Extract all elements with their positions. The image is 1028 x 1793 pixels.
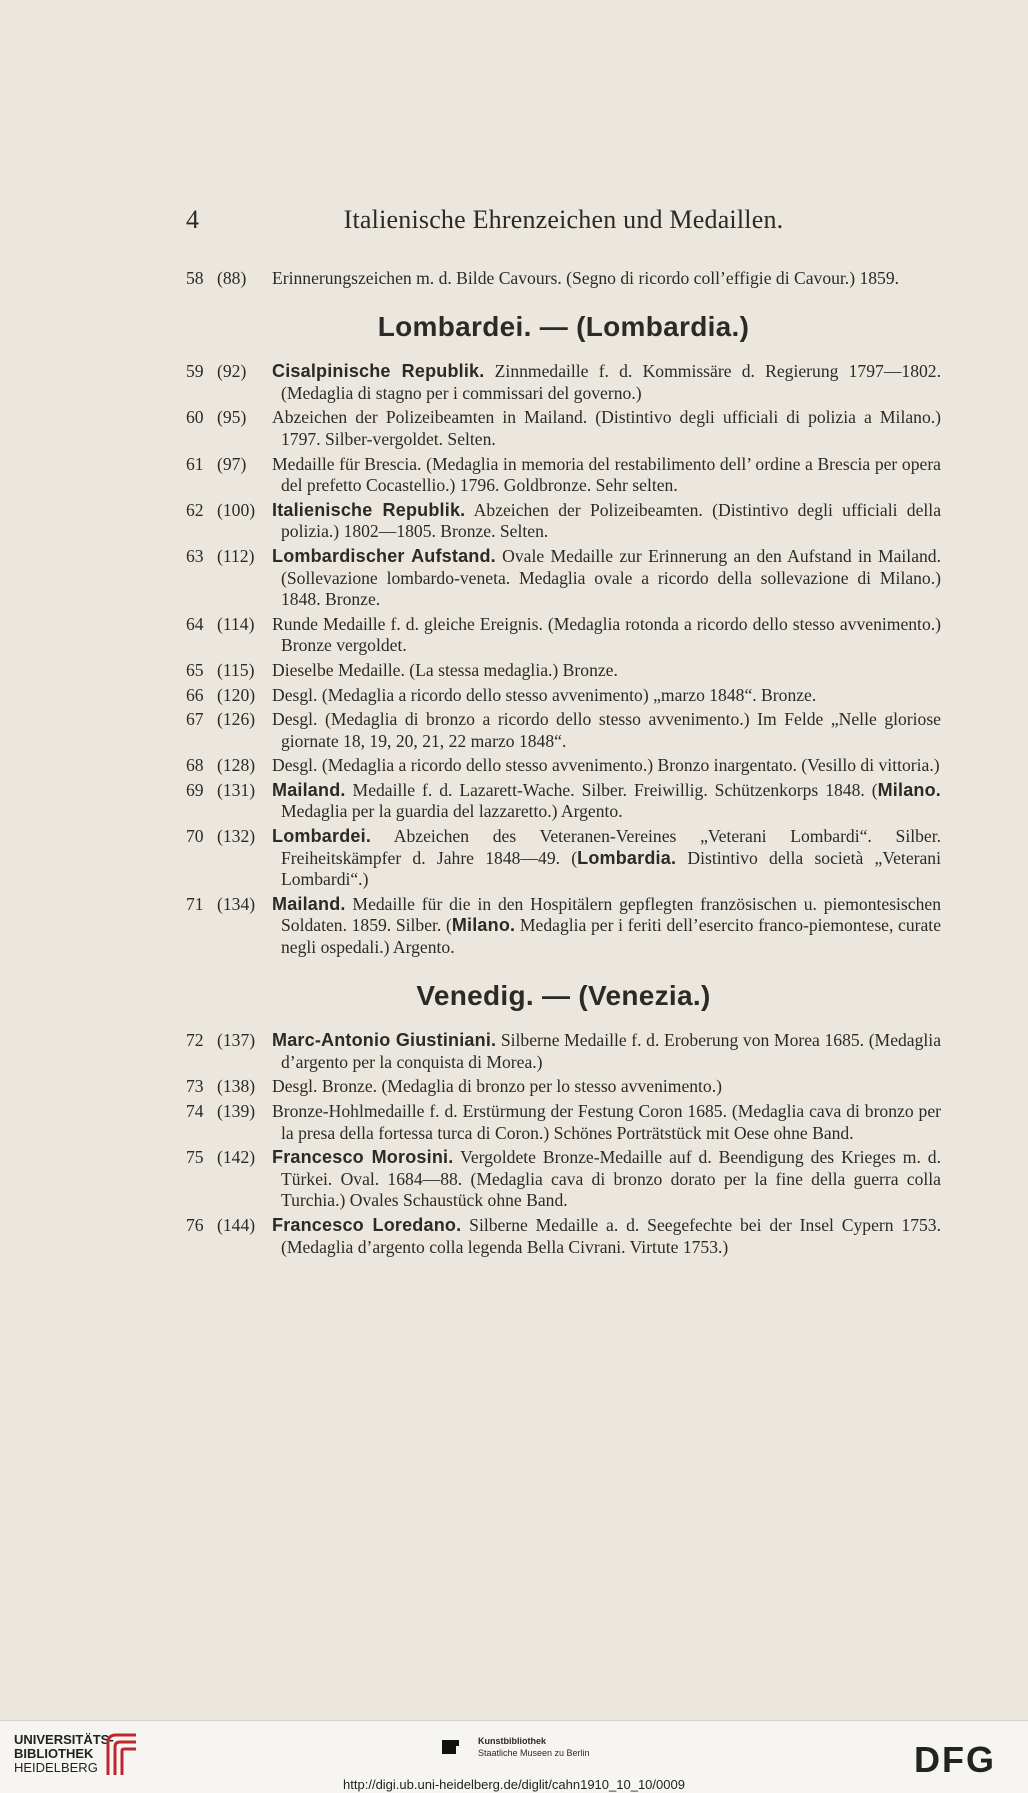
entry-number: 73: [186, 1076, 204, 1097]
ub-logo-line2: BIBLIOTHEK: [14, 1746, 94, 1761]
catalogue-entry: [186, 1030, 941, 1073]
entry-title: Milano.: [877, 779, 941, 800]
catalogue-entry: [186, 407, 941, 450]
entry-reference: (112): [217, 545, 255, 566]
entry-text: [272, 660, 941, 682]
entry-number: 70: [186, 826, 204, 847]
permalink-url[interactable]: http://digi.ub.uni-heidelberg.de/diglit/cahn1910_10_10/0009: [343, 1777, 685, 1792]
entry-reference: (128): [217, 755, 256, 776]
catalogue-entry: [186, 894, 941, 959]
catalogue-entry: [186, 268, 941, 290]
entry-title: Lombardei.: [272, 826, 372, 847]
entry-reference: (139): [217, 1101, 256, 1121]
entry-description: Vergoldete Bronze-Medaille auf d. Beendigung des Krieges m. d. Türkei. Oval. 1684—88. (Medaglia cava di bronzo dorato per la fine della guerra colla Turchia.) Ovales Schaustück ohne Band.: [281, 1147, 942, 1211]
entry-description: Distintivo della società „Veterani Lombardi“.): [281, 847, 941, 890]
entry-text: [272, 1101, 941, 1144]
kb-line2: Staatliche Museen zu Berlin: [478, 1748, 590, 1758]
entry-title: Mailand.: [272, 893, 346, 914]
catalogue-entry: [186, 826, 941, 891]
entry-title: Francesco Loredano.: [272, 1214, 462, 1235]
kb-line1: Kunstbibliothek: [478, 1736, 546, 1746]
entry-text: [272, 1147, 941, 1212]
catalogue-entry: [186, 546, 941, 611]
entry-description: Abzeichen des Veteranen-Vereines „Veterani Lombardi“. Silber. Freiheitskämpfer d. Jahre 1848—49. (: [281, 826, 941, 868]
entry-text: [272, 500, 941, 543]
entry-reference: (142): [217, 1147, 256, 1168]
catalogue-entry: [186, 1215, 941, 1258]
ub-emblem-icon: [102, 1729, 142, 1779]
kunstbibliothek-logo[interactable]: [478, 1735, 590, 1759]
entry-description: Desgl. (Medaglia di bronzo a ricordo dello stesso avvenimento.) Im Felde „Nelle gloriose giornate 18, 19, 20, 21, 22 marzo 1848“.: [272, 709, 941, 751]
entry-title: Lombardischer Aufstand.: [272, 545, 496, 566]
entry-text: [272, 755, 941, 777]
catalogue-entry: [186, 685, 941, 707]
ub-heidelberg-logo[interactable]: [14, 1733, 114, 1775]
entry-text: [272, 454, 941, 497]
entry-reference: (97): [217, 453, 247, 474]
entry-number: 71: [186, 893, 204, 914]
entry-description: Desgl. (Medaglia a ricordo dello stesso avvenimento) „marzo 1848“. Bronze.: [272, 684, 817, 705]
entry-number: 67: [186, 709, 204, 730]
entry-description: Ovale Medaille zur Erinnerung an den Aufstand in Mailand. (Sollevazione lombardo-veneta. Medaglia ovale a ricordo della sollevazione di Milano.) 1848. Bronze.: [281, 545, 941, 610]
entry-reference: (88): [217, 268, 247, 288]
entry-number: 66: [186, 684, 204, 705]
entry-title: Milano.: [451, 915, 516, 936]
entry-number: 62: [186, 499, 204, 520]
entry-reference: (132): [217, 826, 256, 847]
entry-title: Cisalpinische Republik.: [272, 361, 485, 382]
entry-text: [272, 1076, 941, 1098]
entry-description: Desgl. (Medaglia a ricordo dello stesso avvenimento.) Bronzo inargentato. (Vesillo di vittoria.): [272, 755, 940, 776]
entry-reference: (138): [217, 1076, 256, 1097]
entry-number: 76: [186, 1214, 204, 1235]
entry-reference: (115): [217, 659, 255, 680]
entry-number: 64: [186, 613, 204, 634]
entry-text: [272, 894, 941, 959]
entry-title: Marc-Antonio Giustiniani.: [272, 1030, 497, 1051]
entry-text: [272, 685, 941, 707]
entry-title: Italienische Republik.: [272, 499, 466, 520]
catalogue-entry: [186, 500, 941, 543]
entry-description: Erinnerungszeichen m. d. Bilde Cavours. (Segno di ricordo coll’effigie di Cavour.) 1859.: [272, 268, 900, 288]
entry-number: 63: [186, 545, 204, 566]
ub-logo-line1: UNIVERSITÄTS-: [14, 1732, 114, 1747]
entry-reference: (92): [217, 361, 247, 382]
entry-text: [272, 709, 941, 752]
entry-text: [272, 268, 941, 290]
entry-title: Mailand.: [272, 779, 346, 800]
catalogue-entry: [186, 614, 941, 657]
entry-text: [272, 1215, 941, 1258]
entry-description: Silberne Medaille a. d. Seegefechte bei der Insel Cypern 1753. (Medaglia d’argento colla legenda Bella Civrani. Virtute 1753.): [281, 1214, 941, 1257]
entry-text: [272, 1030, 941, 1073]
entry-description: Medaille für Brescia. (Medaglia in memoria del restabilimento dell’ ordine a Brescia per opera del prefetto Cocastellio.) 1796. Goldbronze. Sehr selten.: [272, 453, 941, 496]
page-number: 4: [186, 205, 200, 234]
entry-reference: (100): [217, 499, 256, 520]
entry-description: Bronze-Hohlmedaille f. d. Erstürmung der Festung Coron 1685. (Medaglia cava di bronzo per la presa della fortessa turca di Coron.) Schönes Porträtstück mit Oese ohne Band.: [272, 1101, 941, 1143]
catalogue-entry: [186, 361, 941, 404]
entry-reference: (95): [217, 407, 247, 428]
entry-text: [272, 826, 941, 891]
entry-description: Medaglia per i feriti dell’esercito franco-piemontese, curate negli ospedali.) Argento.: [281, 915, 941, 958]
entry-description: Abzeichen der Polizeibeamten in Mailand. (Distintivo degli ufficiali di polizia a Milano.) 1797. Silber-vergoldet. Selten.: [272, 407, 941, 449]
entry-number: 60: [186, 407, 204, 428]
entry-description: Medaille f. d. Lazarett-Wache. Silber. Freiwillig. Schützenkorps 1848. (: [345, 779, 878, 800]
footer-bar: [0, 1720, 1028, 1793]
entry-number: 65: [186, 659, 204, 680]
ub-logo-line3: HEIDELBERG: [14, 1760, 98, 1775]
entry-description: Abzeichen der Polizeibeamten. (Distintivo degli ufficiali della polizia.) 1802—1805. Bronze. Selten.: [281, 499, 942, 542]
kunstbibliothek-logo-icon: [440, 1737, 460, 1757]
entry-text: [272, 780, 941, 823]
entry-number: 69: [186, 779, 204, 800]
entry-number: 74: [186, 1101, 204, 1121]
catalogue-entry: [186, 1101, 941, 1144]
entry-number: 59: [186, 361, 204, 382]
entry-description: Medaglia per la guardia del lazzaretto.) Argento.: [281, 801, 623, 822]
entry-number: 72: [186, 1030, 204, 1051]
entry-number: 75: [186, 1147, 204, 1168]
entry-number: 61: [186, 453, 204, 474]
entry-reference: (120): [217, 684, 256, 705]
catalogue-entry: [186, 1147, 941, 1212]
entry-reference: (126): [217, 709, 256, 730]
entry-reference: (144): [217, 1214, 256, 1235]
entry-number: 58: [186, 268, 204, 288]
entry-reference: (114): [217, 613, 255, 634]
catalogue-entry: [186, 1076, 941, 1098]
catalogue-entry: [186, 755, 941, 777]
catalogue-content: [186, 268, 941, 1261]
entry-reference: (137): [217, 1030, 256, 1051]
entry-description: Dieselbe Medaille. (La stessa medaglia.) Bronze.: [272, 659, 618, 680]
entry-description: Runde Medaille f. d. gleiche Ereignis. (Medaglia rotonda a ricordo dello stesso avvenimento.) Bronze vergoldet.: [272, 613, 941, 656]
catalogue-entry: [186, 709, 941, 752]
entry-text: [272, 614, 941, 657]
entry-text: [272, 361, 941, 404]
section-heading: Venedig. — (Venezia.): [416, 979, 711, 1011]
entry-reference: (131): [217, 779, 256, 800]
page-title: Italienische Ehrenzeichen und Medaillen.: [343, 205, 784, 234]
entry-description: Silberne Medaille f. d. Eroberung von Morea 1685. (Medaglia d’argento per la conquista di Morea.): [281, 1030, 941, 1072]
dfg-logo[interactable]: DFG: [914, 1739, 996, 1780]
entry-description: Desgl. Bronze. (Medaglia di bronzo per lo stesso avvenimento.): [272, 1076, 722, 1097]
catalogue-entry: [186, 454, 941, 497]
entry-text: [272, 407, 941, 450]
entry-description: Medaille für die in den Hospitälern gepflegten französischen u. piemontesischen Soldaten. 1859. Silber. (: [281, 893, 941, 936]
entry-description: Zinnmedaille f. d. Kommissäre d. Regierung 1797—1802. (Medaglia di stagno per i commissari del governo.): [281, 361, 941, 403]
section-heading: Lombardei. — (Lombardia.): [377, 310, 750, 342]
entry-text: [272, 546, 941, 611]
entry-number: 68: [186, 755, 204, 776]
entry-reference: (134): [217, 893, 256, 914]
catalogue-entry: [186, 660, 941, 682]
catalogue-entry: [186, 780, 941, 823]
entry-title: Lombardia.: [577, 847, 677, 868]
entry-title: Francesco Morosini.: [272, 1147, 454, 1168]
